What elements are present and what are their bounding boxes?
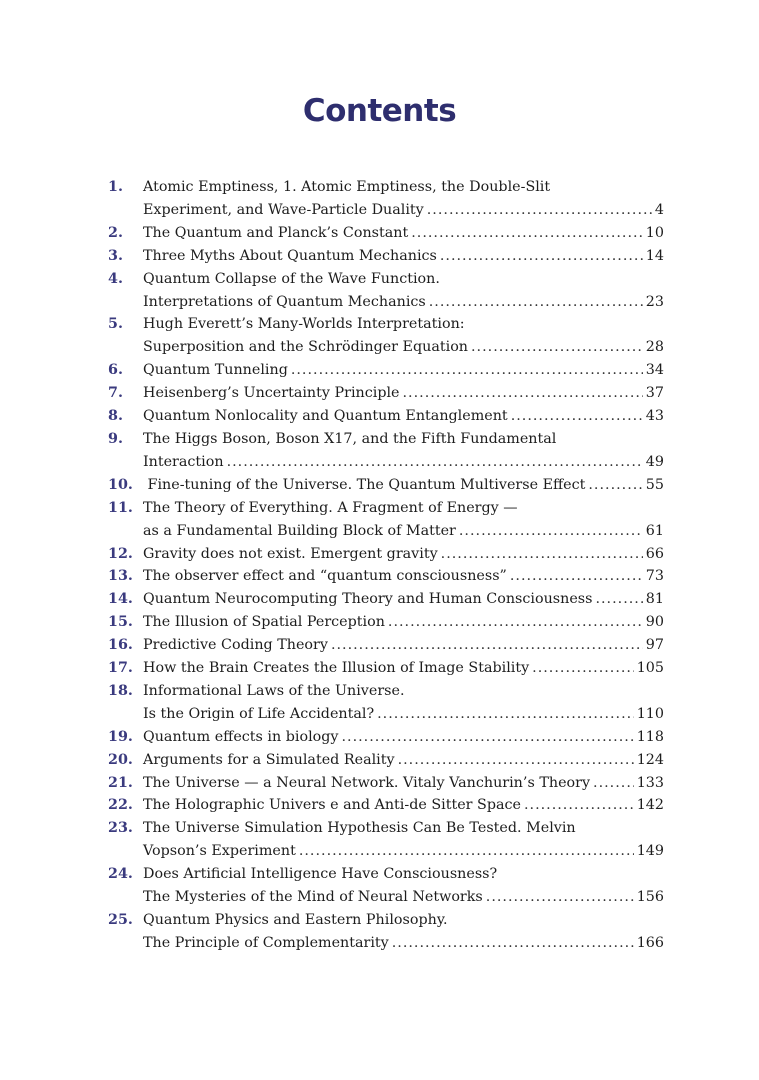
toc-entry-line [143, 336, 664, 359]
toc-entry[interactable] [108, 634, 664, 657]
toc-entry-number: 6. [108, 362, 123, 379]
toc-entry-line [143, 840, 664, 863]
dot-leader [532, 657, 634, 680]
toc-entry-title: Quantum Tunneling [143, 362, 288, 379]
dot-leader [388, 611, 643, 634]
toc-entry[interactable] [108, 817, 664, 863]
toc-entry-title: Superposition and the Schrödinger Equation [143, 339, 469, 356]
dot-leader [471, 336, 643, 359]
toc-entry-line [143, 428, 664, 451]
toc-entry-title: The Theory of Everything. A Fragment of Energy — [143, 499, 518, 516]
toc-entry-page-number: 73 [645, 568, 664, 585]
toc-entry-title: Quantum Physics and Eastern Philosophy. [143, 912, 448, 928]
toc-entry-title: The Universe — a Neural Network. Vitaly Vanchurin’s Theory [143, 774, 591, 791]
toc-entry-number: 25. [108, 912, 133, 928]
toc-entry-page-number: 10 [645, 224, 664, 241]
toc-entry-title: The Principle of Complementarity [143, 934, 389, 951]
toc-entry[interactable] [108, 909, 664, 955]
toc-entry-title: How the Brain Creates the Illusion of Image Stability [143, 660, 530, 677]
toc-entry[interactable] [108, 245, 664, 268]
toc-entry-line [143, 772, 664, 795]
toc-entry-page-number: 49 [645, 453, 664, 470]
dot-leader [377, 703, 634, 726]
toc-entry-page-number: 97 [645, 637, 664, 654]
toc-entry[interactable] [108, 313, 664, 359]
toc-entry-line [143, 313, 664, 336]
toc-entry[interactable] [108, 588, 664, 611]
toc-entry-number: 12. [108, 545, 133, 562]
toc-entry-line [143, 909, 664, 932]
toc-entry-title: Is the Origin of Life Accidental? [143, 705, 375, 722]
toc-entry-title: Quantum effects in biology [143, 728, 339, 745]
table-of-contents [108, 176, 664, 955]
toc-entry-number: 14. [108, 591, 133, 608]
toc-entry-line [143, 176, 664, 199]
toc-entry-page-number: 142 [636, 797, 664, 814]
toc-entry-number: 19. [108, 728, 133, 745]
dot-leader [398, 749, 634, 772]
toc-entry-title: Predictive Coding Theory [143, 637, 328, 654]
toc-entry-number: 15. [108, 614, 133, 631]
toc-entry-title: Fine-tuning of the Universe. The Quantum Multiverse Effect [143, 476, 586, 493]
toc-entry-page-number: 43 [645, 408, 664, 425]
dot-leader [595, 588, 642, 611]
toc-entry-number: 1. [108, 179, 123, 195]
toc-entry-line [143, 565, 664, 588]
toc-entry[interactable] [108, 772, 664, 795]
toc-entry-number: 9. [108, 430, 123, 447]
toc-entry-line [143, 291, 664, 314]
toc-entry-title: Three Myths About Quantum Mechanics [143, 247, 437, 264]
toc-entry[interactable] [108, 611, 664, 634]
toc-entry-line [143, 749, 664, 772]
toc-entry-number: 4. [108, 270, 123, 287]
toc-entry-page-number: 149 [636, 843, 664, 860]
toc-entry[interactable] [108, 176, 664, 222]
toc-entry[interactable] [108, 749, 664, 772]
toc-entry-line [143, 611, 664, 634]
toc-entry-line [143, 474, 664, 497]
toc-entry-number: 11. [108, 499, 133, 516]
toc-entry[interactable] [108, 474, 664, 497]
toc-entry-title: The Quantum and Planck’s Constant [143, 224, 409, 241]
toc-entry-number: 8. [108, 408, 123, 425]
toc-entry-title: Quantum Nonlocality and Quantum Entanglement [143, 408, 508, 425]
toc-entry-number: 20. [108, 751, 133, 768]
dot-leader [459, 520, 643, 543]
toc-entry-title: Quantum Collapse of the Wave Function. [143, 270, 440, 287]
toc-entry-line [143, 634, 664, 657]
toc-entry-page-number: 124 [636, 751, 664, 768]
toc-entry-number: 21. [108, 774, 133, 791]
toc-entry-title: The observer effect and “quantum consciousness” [143, 568, 507, 585]
toc-entry-title: Informational Laws of the Universe. [143, 682, 405, 699]
toc-entry-number: 3. [108, 247, 123, 264]
toc-entry-title: Interpretations of Quantum Mechanics [143, 293, 426, 310]
toc-entry-page-number: 61 [645, 522, 664, 539]
toc-entry-title: Quantum Neurocomputing Theory and Human Consciousness [143, 591, 593, 608]
dot-leader [511, 405, 643, 428]
dot-leader [486, 886, 634, 909]
toc-entry-title: Hugh Everett’s Many-Worlds Interpretation: [143, 316, 465, 333]
toc-entry-line [143, 680, 664, 703]
toc-entry[interactable] [108, 657, 664, 680]
dot-leader [331, 634, 643, 657]
dot-leader [588, 474, 642, 497]
dot-leader [403, 382, 643, 405]
toc-entry-title: as a Fundamental Building Block of Matter [143, 522, 456, 539]
toc-entry-line [143, 932, 664, 955]
toc-entry-number: 23. [108, 820, 133, 837]
toc-entry-number: 16. [108, 637, 133, 654]
page-title: Contents [302, 93, 457, 129]
toc-entry-line [143, 817, 664, 840]
toc-entry[interactable] [108, 794, 664, 817]
toc-entry-page-number: 105 [636, 660, 664, 677]
toc-entry-line [143, 268, 664, 291]
toc-entry-line [143, 520, 664, 543]
dot-leader [392, 932, 634, 955]
dot-leader [593, 772, 634, 795]
toc-entry[interactable] [108, 680, 664, 726]
toc-entry-line [143, 245, 664, 268]
toc-entry-page-number: 23 [645, 293, 664, 310]
toc-entry-title: Heisenberg’s Uncertainty Principle [143, 385, 400, 402]
toc-entry-page-number: 37 [645, 385, 664, 402]
toc-entry-number: 7. [108, 385, 123, 402]
dot-leader [429, 291, 643, 314]
toc-entry-page-number: 55 [645, 476, 664, 493]
toc-entry[interactable] [108, 222, 664, 245]
toc-entry-page-number: 90 [645, 614, 664, 631]
toc-entry-line [143, 222, 664, 245]
toc-entry-line [143, 726, 664, 749]
toc-entry-line [143, 405, 664, 428]
toc-entry-line [143, 451, 664, 474]
toc-entry-page-number: 110 [636, 705, 664, 722]
toc-entry-title: Arguments for a Simulated Reality [143, 751, 395, 768]
toc-entry-title: Gravity does not exist. Emergent gravity [143, 545, 438, 562]
toc-entry-title: Vopson’s Experiment [143, 843, 296, 860]
toc-entry[interactable] [108, 543, 664, 566]
toc-entry[interactable] [108, 497, 664, 543]
toc-entry[interactable] [108, 405, 664, 428]
toc-entry-number: 13. [108, 568, 133, 585]
toc-entry-page-number: 66 [645, 545, 664, 562]
toc-entry-page-number: 28 [645, 339, 664, 356]
toc-entry-number: 10. [108, 476, 133, 493]
dot-leader [427, 199, 652, 222]
toc-entry-title: The Higgs Boson, Boson X17, and the Fifth Fundamental [143, 430, 557, 447]
toc-entry[interactable] [108, 268, 664, 314]
toc-entry-title: The Mysteries of the Mind of Neural Networks [143, 889, 483, 906]
toc-entry-line [143, 199, 664, 222]
toc-entry-page-number: 133 [636, 774, 664, 791]
toc-entry-line [143, 543, 664, 566]
dot-leader [510, 565, 643, 588]
toc-entry-line [143, 588, 664, 611]
toc-entry-line [143, 359, 664, 382]
toc-entry-title: The Universe Simulation Hypothesis Can Be Tested. Melvin [143, 820, 576, 837]
dot-leader [227, 451, 643, 474]
toc-entry-number: 18. [108, 682, 133, 699]
toc-entry[interactable] [108, 428, 664, 474]
dot-leader [299, 840, 634, 863]
toc-entry[interactable] [108, 863, 664, 909]
toc-entry-line [143, 382, 664, 405]
toc-entry-page-number: 156 [636, 889, 664, 906]
toc-entry-number: 2. [108, 224, 123, 241]
toc-entry-page-number: 4 [654, 201, 664, 218]
dot-leader [524, 794, 634, 817]
toc-entry-line [143, 657, 664, 680]
toc-entry-title: The Illusion of Spatial Perception [143, 614, 385, 631]
toc-entry-line [143, 863, 664, 886]
toc-entry-number: 17. [108, 660, 133, 677]
dot-leader [440, 245, 643, 268]
toc-entry-page-number: 166 [636, 934, 664, 951]
toc-entry[interactable] [108, 726, 664, 749]
toc-entry-title: Does Artificial Intelligence Have Consciousness? [143, 866, 498, 883]
toc-entry[interactable] [108, 359, 664, 382]
toc-entry-page-number: 34 [645, 362, 664, 379]
toc-entry-page-number: 118 [636, 728, 664, 745]
dot-leader [411, 222, 643, 245]
dot-leader [342, 726, 634, 749]
toc-entry-title: Atomic Emptiness, 1. Atomic Emptiness, the Double-Slit [143, 179, 551, 195]
dot-leader [441, 543, 643, 566]
toc-entry-title: The Holographic Univers e and Anti-de Sitter Space [143, 797, 521, 814]
toc-entry-title: Interaction [143, 453, 224, 470]
toc-entry-number: 24. [108, 866, 133, 883]
toc-entry-line [143, 703, 664, 726]
toc-entry[interactable] [108, 565, 664, 588]
toc-entry-title: Experiment, and Wave-Particle Duality [143, 201, 424, 218]
toc-entry[interactable] [108, 382, 664, 405]
dot-leader [291, 359, 643, 382]
toc-entry-line [143, 886, 664, 909]
toc-entry-line [143, 497, 664, 520]
toc-entry-page-number: 81 [645, 591, 664, 608]
toc-entry-page-number: 14 [645, 247, 664, 264]
toc-entry-line [143, 794, 664, 817]
toc-entry-number: 5. [108, 316, 123, 333]
toc-entry-number: 22. [108, 797, 133, 814]
